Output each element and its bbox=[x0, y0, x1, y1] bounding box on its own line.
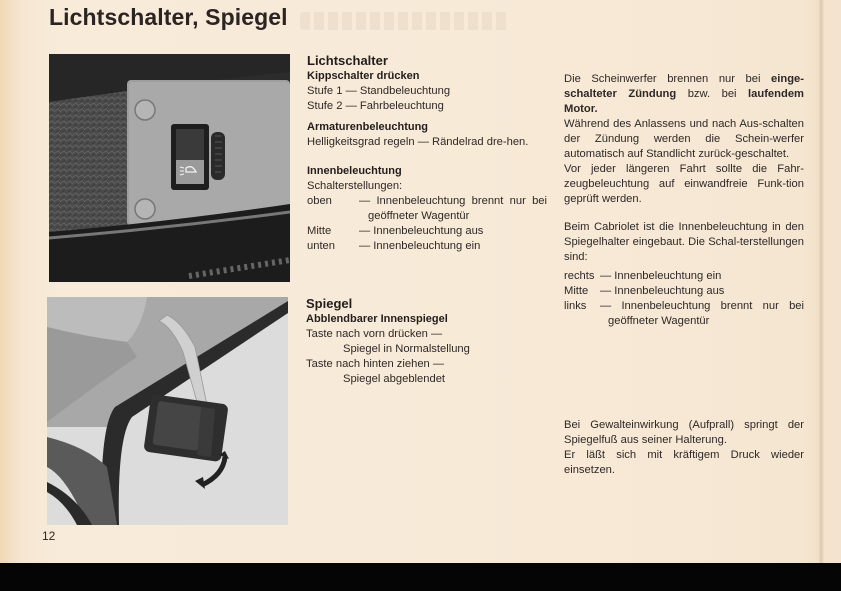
oben-label: oben bbox=[307, 195, 332, 207]
page-number: 12 bbox=[42, 529, 56, 543]
cabrio-mitte-value: — Innenbeleuchtung aus bbox=[600, 285, 725, 297]
links-continuation: geöffneter Wagentür bbox=[608, 315, 710, 327]
links-label: links bbox=[564, 300, 587, 312]
links-row bbox=[564, 299, 804, 314]
oben-continuation: geöffneter Wagentür bbox=[368, 210, 470, 222]
mirror-illustration bbox=[47, 297, 288, 525]
scheinwerfer-paragraph bbox=[564, 72, 804, 117]
cabrio-mitte-label: Mitte bbox=[564, 285, 589, 297]
spiegel-line-1: Taste nach vorn drücken — bbox=[306, 328, 443, 340]
rear-view-mirror-photo bbox=[47, 297, 288, 525]
schalterstellungen-label: Schalterstellungen: bbox=[307, 180, 403, 192]
einsetzen-paragraph: Er läßt sich mit kräftigem Druck wieder einsetzen. bbox=[564, 449, 804, 476]
anlassen-paragraph: Während des Anlassens und nach Aus-schalten der Zündung werden die Schein-werfer automatisch auf Standlicht zurück-geschaltet. bbox=[564, 118, 804, 160]
stufe-1-value: — Standbeleuchtung bbox=[345, 85, 451, 97]
rechts-label: rechts bbox=[564, 270, 595, 282]
scheinwerfer-text-a: Die Scheinwerfer brennen nur bei bbox=[564, 73, 772, 85]
kippschalter-heading: Kippschalter drücken bbox=[307, 70, 420, 82]
mitte-label: Mitte bbox=[307, 225, 332, 237]
bleed-through-texture bbox=[300, 12, 510, 30]
links-value: — Innenbeleuchtung brennt nur bei bbox=[600, 300, 804, 312]
scheinwerfer-text-d: laufendem Motor. bbox=[564, 88, 804, 115]
spiegel-section bbox=[306, 296, 546, 387]
section-heading-spiegel: Spiegel bbox=[306, 296, 353, 311]
page-title: Lichtschalter, Spiegel bbox=[49, 4, 288, 30]
right-column bbox=[564, 72, 804, 329]
oben-value: — Innenbeleuchtung brennt nur bei bbox=[359, 195, 547, 207]
section-heading-lichtschalter: Lichtschalter bbox=[307, 53, 388, 68]
spiegel-line-2: Taste nach hinten ziehen — bbox=[306, 358, 445, 370]
unten-row bbox=[307, 239, 547, 254]
unten-value: — Innenbeleuchtung ein bbox=[359, 240, 481, 252]
stufe-1-label: Stufe 1 bbox=[307, 85, 343, 97]
scheinwerfer-text-b: einge-schalteter Zündung bbox=[564, 73, 804, 100]
rechts-row bbox=[564, 269, 804, 284]
unten-label: unten bbox=[307, 240, 335, 252]
abblendbarer-heading: Abblendbarer Innenspiegel bbox=[306, 313, 448, 325]
light-switch-illustration bbox=[49, 54, 290, 282]
armaturen-text: Helligkeitsgrad regeln — Rändelrad dre-hen. bbox=[307, 136, 529, 148]
oben-row bbox=[307, 194, 547, 209]
middle-column bbox=[307, 53, 547, 254]
mitte-row bbox=[307, 224, 547, 239]
stufe-2-label: Stufe 2 bbox=[307, 100, 343, 112]
scheinwerfer-text-c: bzw. bei bbox=[676, 88, 749, 100]
aufprall-section bbox=[564, 418, 804, 478]
innenbeleuchtung-heading: Innenbeleuchtung bbox=[307, 165, 402, 177]
facing-page-edge bbox=[824, 0, 841, 563]
rechts-value: — Innenbeleuchtung ein bbox=[600, 270, 722, 282]
scan-background bbox=[0, 563, 841, 591]
stufe-2-row bbox=[307, 99, 547, 114]
cabrio-mitte-row bbox=[564, 284, 804, 299]
stufe-2-value: — Fahrbeleuchtung bbox=[345, 100, 444, 112]
mitte-value: — Innenbeleuchtung aus bbox=[359, 225, 484, 237]
spiegel-line-1-cont: Spiegel in Normalstellung bbox=[343, 343, 470, 355]
cabriolet-paragraph: Beim Cabriolet ist die Innenbeleuchtung in den Spiegelhalter eingebaut. Die Schal-terstellungen sind: bbox=[564, 221, 804, 263]
fahrt-paragraph: Vor jeder längeren Fahrt sollte die Fahr-zeugbeleuchtung auf einwandfreie Funk-tion geprüft werden. bbox=[564, 163, 804, 205]
aufprall-paragraph: Bei Gewalteinwirkung (Aufprall) springt der Spiegelfuß aus seiner Halterung. bbox=[564, 419, 804, 446]
spiegel-line-2-cont: Spiegel abgeblendet bbox=[343, 373, 446, 385]
armaturen-heading: Armaturenbeleuchtung bbox=[307, 121, 429, 133]
stufe-1-row bbox=[307, 84, 547, 99]
light-switch-photo bbox=[49, 54, 290, 282]
